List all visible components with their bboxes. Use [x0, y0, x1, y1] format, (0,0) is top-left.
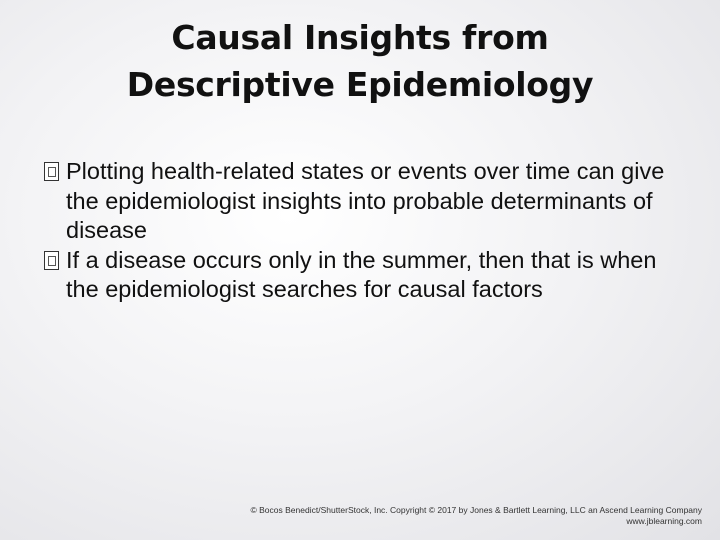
copyright-notice — [251, 505, 702, 527]
missing-glyph-bullet-icon — [44, 251, 59, 270]
copyright-line: © Bocos Benedict/ShutterStock, Inc. Copyright © 2017 by Jones & Bartlett Learning, LLC an Ascend Learning Company — [250, 505, 702, 515]
slide-title — [0, 14, 720, 108]
bullet-text: Plotting health-related states or events over time can give the epidemiologist insights into probable determinants of disease — [66, 158, 665, 243]
bullet-list — [44, 157, 694, 305]
publisher-url: www.jblearning.com — [626, 516, 702, 526]
slide-title-line-2: Descriptive Epidemiology — [126, 65, 594, 104]
slide-title-line-1: Causal Insights from — [171, 18, 549, 57]
missing-glyph-bullet-icon — [44, 162, 59, 181]
bullet-item — [44, 246, 694, 305]
bullet-item — [44, 157, 694, 246]
bullet-text: If a disease occurs only in the summer, then that is when the epidemiologist searches for causal factors — [66, 246, 657, 302]
